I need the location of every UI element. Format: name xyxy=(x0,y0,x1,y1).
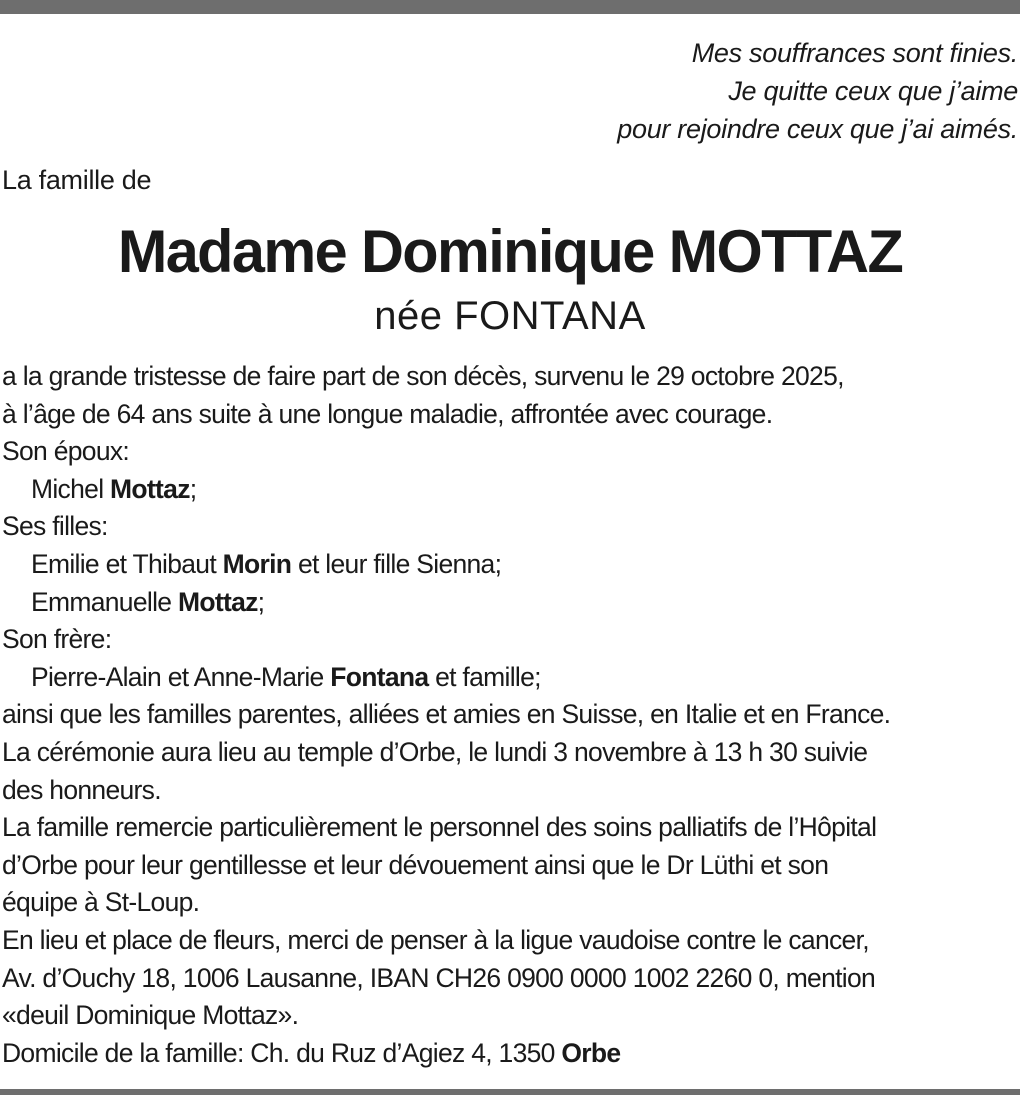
daughter-entry xyxy=(2,546,1018,584)
address-text: Domicile de la famille: Ch. du Ruz d’Agiez 4, 1350 xyxy=(2,1037,562,1068)
top-rule xyxy=(0,0,1020,14)
address-city: Orbe xyxy=(561,1037,621,1068)
announcement-line: à l’âge de 64 ans suite à une longue maladie, affrontée avec courage. xyxy=(2,398,773,429)
donation-line: Av. d’Ouchy 18, 1006 Lausanne, IBAN CH26 0900 0000 1002 2260 0, mention xyxy=(2,962,876,993)
daughter-entry xyxy=(2,584,1018,622)
first-names: Michel xyxy=(31,473,111,504)
surname: Mottaz xyxy=(177,586,258,617)
thanks-line: équipe à St-Loup. xyxy=(2,887,200,918)
maiden-name: née FONTANA xyxy=(374,294,646,338)
epitaph-quote xyxy=(617,34,1018,148)
donation-line: En lieu et place de fleurs, merci de penser à la ligue vaudoise contre le cancer, xyxy=(2,924,869,955)
first-names: Emilie et Thibaut xyxy=(31,548,223,579)
thanks-line: d’Orbe pour leur gentillesse et leur dévouement ainsi que le Dr Lüthi et son xyxy=(2,849,829,880)
entry-suffix: ; xyxy=(189,473,197,504)
address-line xyxy=(2,1035,1018,1073)
spouse-heading: Son époux: xyxy=(2,436,130,467)
intro-text: La famille de xyxy=(2,165,152,195)
surname: Mottaz xyxy=(110,473,190,504)
entry-suffix: et leur fille Sienna; xyxy=(291,548,502,579)
announcement-line: a la grande tristesse de faire part de son décès, survenu le 29 octobre 2025, xyxy=(2,361,844,391)
entry-suffix: ; xyxy=(257,586,265,617)
surname: Fontana xyxy=(330,661,429,692)
brother-entry xyxy=(2,659,1018,697)
first-names: Pierre-Alain et Anne-Marie xyxy=(31,661,331,692)
donation-line: «deuil Dominique Mottaz». xyxy=(2,1000,299,1031)
surname: Morin xyxy=(222,548,292,579)
spouse-entry xyxy=(2,471,1018,509)
thanks-line: La famille remercie particulièrement le personnel des soins palliatifs de l’Hôpital xyxy=(2,812,877,843)
notice-body xyxy=(2,358,1018,1072)
relatives-line: ainsi que les familles parentes, alliées et amies en Suisse, en Italie et en France. xyxy=(2,699,891,730)
deceased-name: Madame Dominique MOTTAZ xyxy=(117,218,903,285)
bottom-rule xyxy=(0,1089,1020,1095)
first-names: Emmanuelle xyxy=(31,586,178,617)
ceremony-line: La cérémonie aura lieu au temple d’Orbe, le lundi 3 novembre à 13 h 30 suivie xyxy=(2,736,868,767)
brother-heading: Son frère: xyxy=(2,624,112,655)
entry-suffix: et famille; xyxy=(428,661,541,692)
daughters-heading: Ses filles: xyxy=(2,511,108,542)
ceremony-line: des honneurs. xyxy=(2,774,161,805)
epitaph-line: pour rejoindre ceux que j’ai aimés. xyxy=(617,114,1018,144)
epitaph-line: Je quitte ceux que j’aime xyxy=(728,76,1018,106)
epitaph-line: Mes souffrances sont finies. xyxy=(691,38,1018,68)
